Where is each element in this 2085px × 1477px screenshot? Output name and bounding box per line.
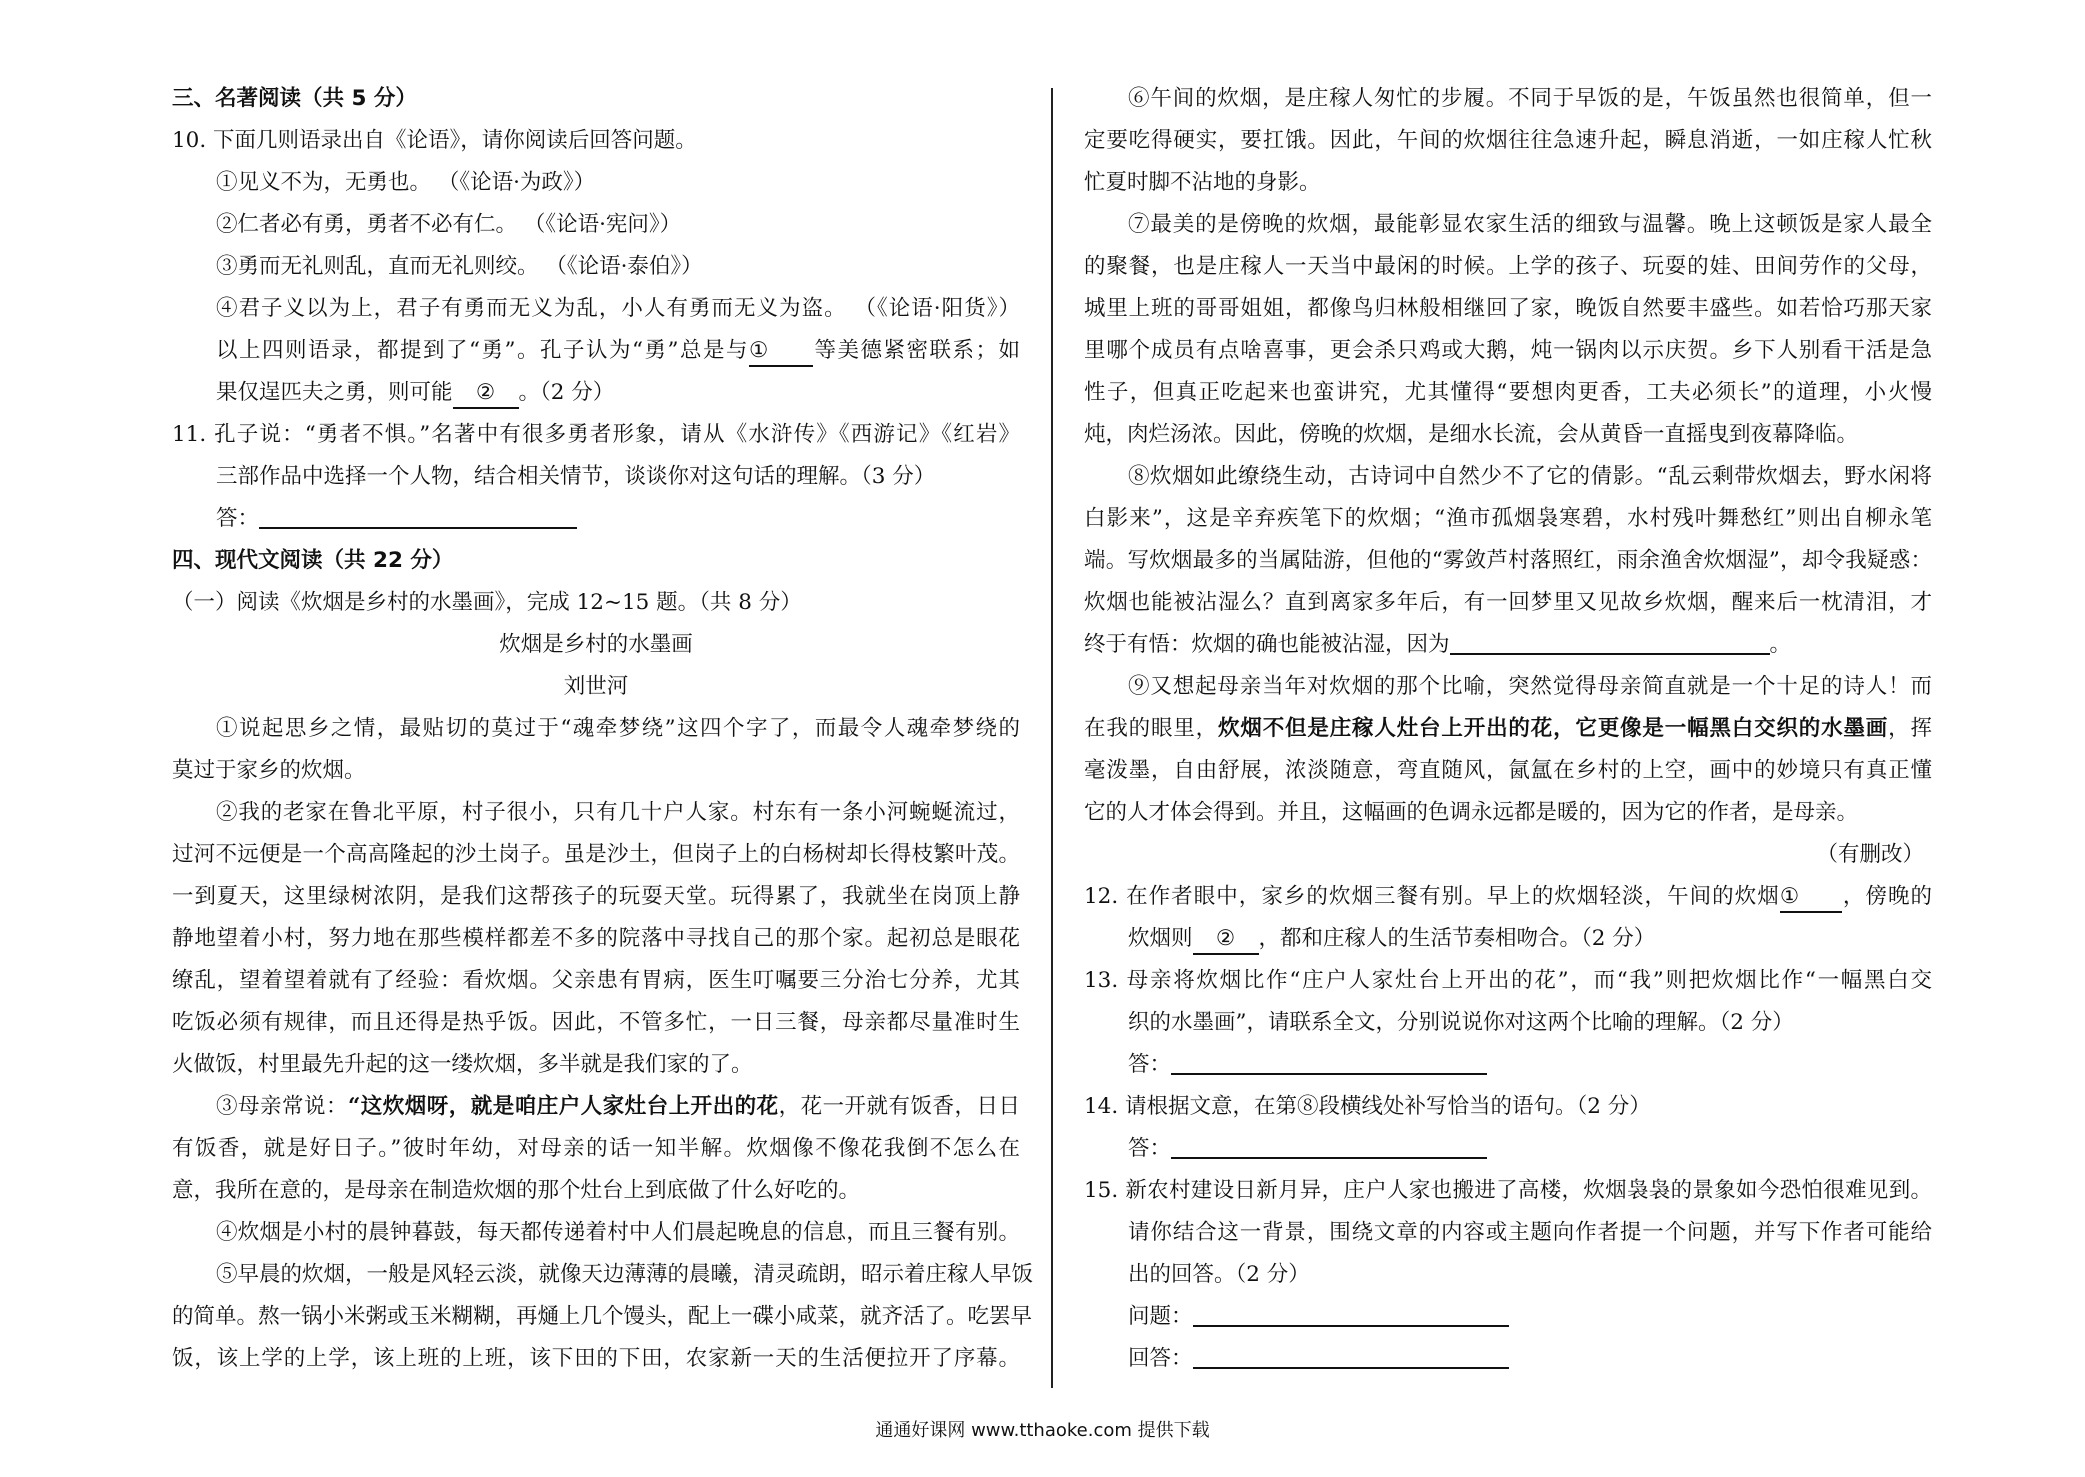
q10-quote-1: ①见义不为，无勇也。 （《论语·为政》） — [216, 170, 596, 195]
q11-answer-field[interactable] — [259, 525, 577, 529]
q15-stem-1: 15. 新农村建设日新月异，庄户人家也搬进了高楼，炊烟袅袅的景象如今恐怕很难见到。 — [1084, 1178, 1932, 1203]
q10-question-line-1 — [172, 330, 1020, 372]
left-column — [172, 78, 1034, 1380]
q10-stem: 10. 下面几则语录出自《论语》，请你阅读后回答问题。 — [172, 128, 697, 153]
q11-stem-2: 三部作品中选择一个人物，结合相关情节，谈谈你对这句话的理解。（3 分） — [216, 464, 936, 489]
paragraph-7-line: 炖，肉烂汤浓。因此，傍晚的炊烟，是细水长流，会从黄昏一直摇曳到夜幕降临。 — [1084, 422, 1859, 447]
paragraph-6-line: 忙夏时脚不沾地的身影。 — [1084, 170, 1321, 195]
question-label: 问题： — [1128, 1304, 1193, 1329]
paragraph-8-line: 端。写炊烟最多的当属陆游，但他的“雾敛芦村落照红，雨余渔舍炊烟湿”，却令我疑惑： — [1084, 548, 1932, 573]
column-divider — [1051, 88, 1053, 1388]
paragraph-text: 在我的眼里， — [1084, 716, 1219, 741]
bold-quote: “这炊烟呀，就是咱庄户人家灶台上开出的花 — [347, 1094, 779, 1119]
q12-line-1 — [1084, 876, 1932, 918]
q10-question-line-2 — [172, 372, 1020, 414]
q14-fill-blank[interactable] — [1450, 651, 1770, 655]
paragraph-9-line: 它的人才体会得到。并且，这幅画的色调永远都是暖的，因为它的作者，是母亲。 — [1084, 800, 1859, 825]
paragraph-text: 。 — [1769, 632, 1792, 657]
q12-text: 12. 在作者眼中，家乡的炊烟三餐有别。早上的炊烟轻淡，午间的炊烟 — [1084, 884, 1780, 909]
paragraph-5-line: 饭，该上学的上学，该上班的上班，该下田的下田，农家新一天的生活便拉开了序幕。 — [172, 1346, 1020, 1371]
q12-line-2 — [1084, 918, 1932, 960]
q15-question-field[interactable] — [1193, 1323, 1509, 1327]
paragraph-text: 终于有悟：炊烟的确也能被沾湿，因为 — [1084, 632, 1450, 657]
q10-text: 等美德紧密联系；如 — [812, 338, 1020, 363]
paragraph-8-line: 炊烟也能被沾湿么？直到离家多年后，有一回梦里又见故乡炊烟，醒来后一枕清泪，才 — [1084, 590, 1932, 615]
section-3-title: 三、名著阅读（共 5 分） — [172, 86, 417, 111]
paragraph-2-line: ②我的老家在鲁北平原，村子很小，只有几十户人家。村东有一条小河蜿蜒流过， — [216, 800, 1020, 825]
answer-label: 答： — [1128, 1052, 1172, 1077]
q13-stem-2: 织的水墨画”，请联系全文，分别说说你对这两个比喻的理解。（2 分） — [1128, 1010, 1794, 1035]
q13-answer-line — [1084, 1044, 1932, 1086]
paragraph-4-line: ④炊烟是小村的晨钟暮鼓，每天都传递着村中人们晨起晚息的信息，而且三餐有别。 — [216, 1220, 1020, 1245]
q15-question-line — [1084, 1296, 1932, 1338]
q11-answer-line — [172, 498, 1020, 540]
source-note: （有删改） — [1816, 842, 1924, 867]
paragraph-3-line: 意，我所在意的，是母亲在制造炊烟的那个灶台上到底做了什么好吃的。 — [172, 1178, 861, 1203]
paragraph-2-line: 一到夏天，这里绿树浓阴，是我们这帮孩子的玩耍天堂。玩得累了，我就坐在岗顶上静 — [172, 884, 1020, 909]
paragraph-5-line: ⑤早晨的炊烟，一般是风轻云淡，就像天边薄薄的晨曦，清灵疏朗，昭示着庄稼人早饭 — [216, 1262, 1034, 1287]
q12-blank-1[interactable]: ① — [1780, 883, 1842, 913]
paragraph-1-line: ①说起思乡之情，最贴切的莫过于“魂牵梦绕”这四个字了，而最令人魂牵梦绕的 — [216, 716, 1020, 741]
paragraph-7-line: 性子，但真正吃起来也蛮讲究，尤其懂得“要想肉更香，工夫必须长”的道理，小火慢 — [1084, 380, 1932, 405]
paragraph-6-line: 定要吃得硬实，要扛饿。因此，午间的炊烟往往急速升起，瞬息消逝，一如庄稼人忙秋 — [1084, 128, 1932, 153]
q10-quote-2: ②仁者必有勇，勇者不必有仁。 （《论语·宪问》） — [216, 212, 682, 237]
q10-score: 。（2 分） — [518, 380, 615, 405]
paragraph-3-line: 有饭香，就是好日子。”彼时年幼，对母亲的话一知半解。炊烟像不像花我倒不怎么在 — [172, 1136, 1020, 1161]
paragraph-6-line: ⑥午间的炊烟，是庄稼人匆忙的步履。不同于早饭的是，午饭虽然也很简单，但一 — [1128, 86, 1932, 111]
answer-label: 答： — [1128, 1136, 1172, 1161]
q10-blank-2[interactable]: ② — [453, 379, 519, 409]
bold-sentence: 炊烟不但是庄稼人灶台上开出的花，它更像是一幅黑白交织的水墨画 — [1218, 716, 1889, 741]
article-title: 炊烟是乡村的水墨画 — [499, 632, 693, 657]
paragraph-2-line: 过河不远便是一个高高隆起的沙土岗子。虽是沙土，但岗子上的白杨树却长得枝繁叶茂。 — [172, 842, 1020, 867]
q12-text: 炊烟则 — [1128, 926, 1193, 951]
q10-blank-1[interactable]: ① — [749, 337, 813, 367]
paragraph-3-line — [172, 1086, 1020, 1128]
paragraph-2-line: 吃饭必须有规律，而且还得是热乎饭。因此，不管多忙，一日三餐，母亲都尽量准时生 — [172, 1010, 1020, 1035]
q15-stem-3: 出的回答。（2 分） — [1128, 1262, 1310, 1287]
q12-text: ，傍晚的 — [1841, 884, 1932, 909]
q13-stem-1: 13. 母亲将炊烟比作“庄户人家灶台上开出的花”，而“我”则把炊烟比作“一幅黑白交 — [1084, 968, 1932, 993]
q15-stem-2: 请你结合这一背景，围绕文章的内容或主题向作者提一个问题，并写下作者可能给 — [1128, 1220, 1932, 1245]
part-1-title: （一）阅读《炊烟是乡村的水墨画》，完成 12~15 题。（共 8 分） — [172, 590, 802, 615]
q13-answer-field[interactable] — [1171, 1071, 1487, 1075]
paragraph-2-line: 缭乱，望着望着就有了经验：看炊烟。父亲患有胃病，医生叮嘱要三分治七分养，尤其 — [172, 968, 1020, 993]
paragraph-7-line: 的聚餐，也是庄稼人一天当中最闲的时候。上学的孩子、玩耍的娃、田间劳作的父母， — [1084, 254, 1932, 279]
paragraph-text: ③母亲常说： — [216, 1094, 348, 1119]
q10-text: 以上四则语录，都提到了“勇”。孔子认为“勇”总是与 — [216, 338, 749, 363]
q11-stem-1: 11. 孔子说：“勇者不惧。”名著中有很多勇者形象，请从《水浒传》《西游记》《红岩》 — [172, 422, 1020, 447]
paragraph-2-line: 静地望着小村，努力地在那些模样都差不多的院落中寻找自己的那个家。起初总是眼花 — [172, 926, 1020, 951]
paragraph-7-line: 城里上班的哥哥姐姐，都像鸟归林般相继回了家，晚饭自然要丰盛些。如若恰巧那天家 — [1084, 296, 1932, 321]
paragraph-9-line: ⑨又想起母亲当年对炊烟的那个比喻，突然觉得母亲简直就是一个十足的诗人！而 — [1128, 674, 1932, 699]
q14-answer-field[interactable] — [1171, 1155, 1487, 1159]
paragraph-8-line: ⑧炊烟如此缭绕生动，古诗词中自然少不了它的倩影。“乱云剩带炊烟去，野水闲将 — [1128, 464, 1932, 489]
q14-stem: 14. 请根据文意，在第⑧段横线处补写恰当的语句。（2 分） — [1084, 1094, 1651, 1119]
paragraph-text: ，挥 — [1888, 716, 1932, 741]
q15-answer-field[interactable] — [1193, 1365, 1509, 1369]
right-column — [1084, 78, 1932, 1380]
paragraph-2-line: 火做饭，村里最先升起的这一缕炊烟，多半就是我们家的了。 — [172, 1052, 753, 1077]
paragraph-8-line: 白影来”，这是辛弃疾笔下的炊烟；“渔市孤烟袅寒碧，水村残叶舞愁红”则出自柳永笔 — [1084, 506, 1932, 531]
paragraph-7-line: 里哪个成员有点啥喜事，更会杀只鸡或大鹅，炖一锅肉以示庆贺。乡下人别看干活是急 — [1084, 338, 1932, 363]
q10-quote-4: ④君子义以为上，君子有勇而无义为乱，小人有勇而无义为盗。 （《论语·阳货》） — [216, 296, 1020, 321]
paragraph-9-line — [1084, 708, 1932, 750]
answer-label: 答： — [216, 506, 260, 531]
paragraph-text: ，花一开就有饭香，日日 — [778, 1094, 1020, 1119]
article-author: 刘世河 — [563, 674, 629, 699]
paragraph-5-line: 的简单。熬一锅小米粥或玉米糊糊，再熥上几个馒头，配上一碟小咸菜，就齐活了。吃罢早 — [172, 1304, 1033, 1329]
q10-text: 果仅逞匹夫之勇，则可能 — [216, 380, 453, 405]
q14-answer-line — [1084, 1128, 1932, 1170]
q12-text: ，都和庄稼人的生活节奏相吻合。（2 分） — [1258, 926, 1656, 951]
q12-blank-2[interactable]: ② — [1193, 925, 1259, 955]
paragraph-7-line: ⑦最美的是傍晚的炊烟，最能彰显农家生活的细致与温馨。晚上这顿饭是家人最全 — [1128, 212, 1932, 237]
paragraph-1-line: 莫过于家乡的炊烟。 — [172, 758, 366, 783]
q10-quote-3: ③勇而无礼则乱，直而无礼则绞。 （《论语·泰伯》） — [216, 254, 703, 279]
q15-answer-line — [1084, 1338, 1932, 1380]
page-footer: 通通好课网 www.tthaoke.com 提供下载 — [875, 1420, 1210, 1441]
paragraph-9-line: 毫泼墨，自由舒展，浓淡随意，弯直随风，氤氲在乡村的上空，画中的妙境只有真正懂 — [1084, 758, 1932, 783]
paragraph-8-line — [1084, 624, 1932, 666]
answer-label: 回答： — [1128, 1346, 1193, 1371]
section-4-title: 四、现代文阅读（共 22 分） — [172, 548, 454, 573]
